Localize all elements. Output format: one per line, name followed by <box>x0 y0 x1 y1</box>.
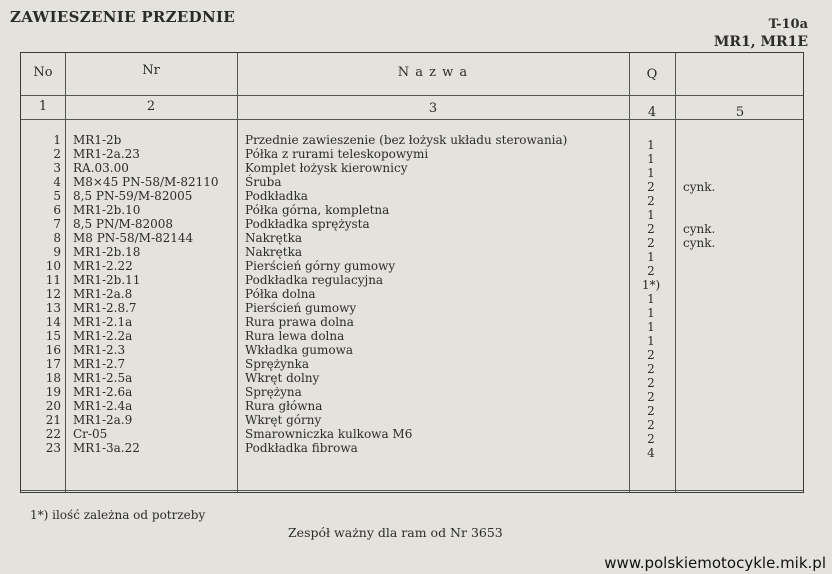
column-number: 4 <box>647 105 657 120</box>
row-q: 2 <box>647 348 655 362</box>
row-name: Pierścień górny gumowy <box>245 259 396 273</box>
row-name: Półka dolna <box>245 287 316 301</box>
page-title: ZAWIESZENIE PRZEDNIE <box>10 8 236 26</box>
parts-table <box>20 52 804 493</box>
table-row <box>21 427 805 446</box>
row-nr: MR1-2.6a <box>73 385 133 399</box>
table-row <box>21 133 805 152</box>
row-name: Rura lewa dolna <box>245 329 345 343</box>
row-no: 23 <box>45 441 61 455</box>
column-number: 1 <box>38 99 48 114</box>
table-row <box>21 385 805 404</box>
row-nr: MR1-2a.9 <box>73 413 133 427</box>
row-no: 16 <box>45 343 61 357</box>
row-name: Pierścień gumowy <box>245 301 357 315</box>
row-note: cynk. <box>683 222 716 236</box>
row-name: Półka z rurami teleskopowymi <box>245 147 429 161</box>
footnote: 1*) ilość zależna od potrzeby <box>30 508 206 522</box>
row-q: 4 <box>647 446 655 460</box>
table-row <box>21 399 805 418</box>
row-no: 11 <box>45 273 61 287</box>
table-row <box>21 287 805 306</box>
row-no: 6 <box>53 203 61 217</box>
row-q: 2 <box>647 194 655 208</box>
row-q: 2 <box>647 432 655 446</box>
row-name: Smarowniczka kulkowa M6 <box>245 427 413 441</box>
column-number: 5 <box>735 105 745 120</box>
row-name: Komplet łożysk kierownicy <box>245 161 408 175</box>
row-name: Półka górna, kompletna <box>245 203 390 217</box>
row-q: 2 <box>647 222 655 236</box>
row-no: 8 <box>53 231 61 245</box>
row-q: 2 <box>647 236 655 250</box>
row-no: 3 <box>53 161 61 175</box>
table-row <box>21 301 805 320</box>
row-nr: M8 PN-58/M-82144 <box>73 231 194 245</box>
row-name: Przednie zawieszenie (bez łożysk układu sterowania) <box>245 133 568 147</box>
row-q: 2 <box>647 180 655 194</box>
row-nr: MR1-2b.18 <box>73 245 141 259</box>
row-q: 1 <box>647 166 655 180</box>
row-q: 2 <box>647 264 655 278</box>
row-nr: MR1-2.5a <box>73 371 133 385</box>
row-no: 7 <box>53 217 61 231</box>
row-nr: 8,5 PN/M-82008 <box>73 217 174 231</box>
header-q: Q <box>646 67 658 82</box>
table-row <box>21 161 805 180</box>
row-q: 2 <box>647 404 655 418</box>
row-nr: 8,5 PN-59/M-82005 <box>73 189 193 203</box>
row-nr: MR1-2a.23 <box>73 147 140 161</box>
row-nr: M8×45 PN-58/M-82110 <box>73 175 219 189</box>
header-nr: Nr <box>142 63 160 78</box>
table-row <box>21 203 805 222</box>
row-nr: MR1-2a.8 <box>73 287 133 301</box>
row-name: Nakrętka <box>245 231 303 245</box>
row-name: Podkładka fibrowa <box>245 441 358 455</box>
row-q: 2 <box>647 362 655 376</box>
column-number: 3 <box>428 101 438 116</box>
header-divider <box>21 95 803 96</box>
table-bottom-line <box>21 490 803 491</box>
table-row <box>21 343 805 362</box>
row-q: 1 <box>647 138 655 152</box>
row-name: Wkładka gumowa <box>245 343 354 357</box>
row-name: Nakrętka <box>245 245 303 259</box>
row-q: 1 <box>647 208 655 222</box>
row-no: 12 <box>45 287 61 301</box>
row-name: Podkładka regulacyjna <box>245 273 384 287</box>
table-row <box>21 175 805 194</box>
column-number: 2 <box>146 99 156 114</box>
row-no: 14 <box>45 315 61 329</box>
row-nr: MR1-2.1a <box>73 315 133 329</box>
row-nr: MR1-2.3 <box>73 343 126 357</box>
row-name: Podkładka sprężysta <box>245 217 370 231</box>
table-row <box>21 315 805 334</box>
row-nr: MR1-2.7 <box>73 357 126 371</box>
table-row <box>21 273 805 292</box>
table-row <box>21 371 805 390</box>
row-q: 2 <box>647 376 655 390</box>
row-no: 13 <box>45 301 61 315</box>
row-no: 22 <box>45 427 61 441</box>
row-nr: MR1-2b.11 <box>73 273 141 287</box>
row-q: 1 <box>647 306 655 320</box>
table-row <box>21 217 805 236</box>
row-no: 2 <box>53 147 61 161</box>
row-nr: RA.03.00 <box>73 161 129 175</box>
table-row <box>21 189 805 208</box>
row-name: Sprężyna <box>245 385 302 399</box>
website-watermark: www.polskiemotocykle.mik.pl <box>604 554 826 572</box>
table-row <box>21 413 805 432</box>
row-nr: MR1-3a.22 <box>73 441 140 455</box>
model-list: MR1, MR1E <box>713 34 808 50</box>
row-nr: MR1-2.22 <box>73 259 133 273</box>
row-nr: Cr-05 <box>73 427 108 441</box>
row-no: 9 <box>53 245 61 259</box>
header-no: No <box>33 65 53 80</box>
row-name: Podkładka <box>245 189 308 203</box>
row-no: 19 <box>45 385 61 399</box>
table-row <box>21 329 805 348</box>
row-no: 18 <box>45 371 61 385</box>
row-q: 1 <box>647 292 655 306</box>
row-no: 20 <box>45 399 61 413</box>
row-q: 2 <box>647 390 655 404</box>
row-no: 10 <box>45 259 61 273</box>
row-name: Wkręt górny <box>245 413 322 427</box>
row-nr: MR1-2.4a <box>73 399 133 413</box>
row-no: 17 <box>45 357 61 371</box>
row-name: Śruba <box>245 175 282 189</box>
row-name: Rura główna <box>245 399 323 413</box>
row-nr: MR1-2b.10 <box>73 203 141 217</box>
table-row <box>21 147 805 166</box>
row-no: 15 <box>45 329 61 343</box>
header-name: N a z w a <box>397 65 469 80</box>
row-no: 21 <box>45 413 61 427</box>
table-row <box>21 441 805 460</box>
row-note: cynk. <box>683 236 716 250</box>
row-q: 2 <box>647 418 655 432</box>
catalog-code: T-10a <box>768 17 808 32</box>
row-nr: MR1-2.2a <box>73 329 133 343</box>
row-q: 1*) <box>641 278 661 292</box>
row-q: 1 <box>647 152 655 166</box>
row-nr: MR1-2.8.7 <box>73 301 137 315</box>
row-name: Rura prawa dolna <box>245 315 354 329</box>
row-nr: MR1-2b <box>73 133 122 147</box>
table-row <box>21 357 805 376</box>
row-q: 1 <box>647 250 655 264</box>
row-name: Sprężynka <box>245 357 309 371</box>
validity-note: Zespół ważny dla ram od Nr 3653 <box>288 525 503 540</box>
row-no: 5 <box>53 189 61 203</box>
row-q: 1 <box>647 320 655 334</box>
table-row <box>21 259 805 278</box>
row-no: 4 <box>53 175 61 189</box>
table-row <box>21 231 805 250</box>
row-no: 1 <box>53 133 61 147</box>
row-note: cynk. <box>683 180 716 194</box>
row-name: Wkręt dolny <box>245 371 320 385</box>
row-q: 1 <box>647 334 655 348</box>
table-row <box>21 245 805 264</box>
